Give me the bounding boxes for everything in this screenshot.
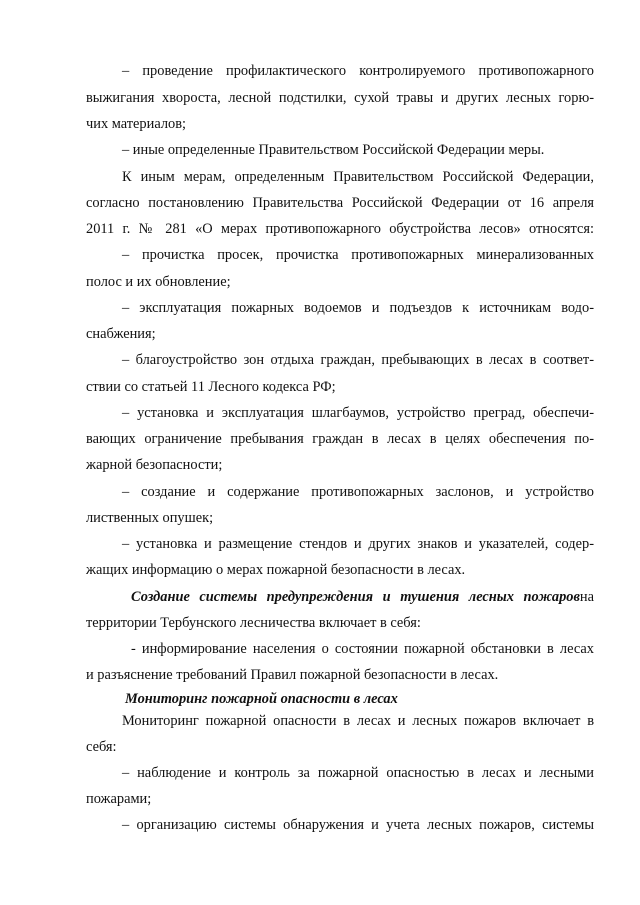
text-line: – благоустройство зон отдыха граждан, пребывающих в лесах в соответ-: [122, 352, 594, 368]
text-line: – установка и эксплуатация шлагбаумов, устройство преград, обеспечи-: [122, 405, 594, 421]
text-line: территории Тербунского лесничества включает в себя:: [86, 615, 421, 631]
text-line: - информирование населения о состоянии пожарной обстановки в лесах: [131, 641, 594, 657]
text-line: – создание и содержание противопожарных заслонов, и устройство: [122, 484, 594, 500]
text-line: и разъяснение требований Правил пожарной безопасности в лесах.: [86, 667, 499, 683]
text-line: снабжения;: [86, 326, 156, 342]
text-line: себя:: [86, 739, 117, 755]
text-line: полос и их обновление;: [86, 274, 231, 290]
text-line: жарной безопасности;: [86, 457, 223, 473]
section-heading-fire-system: Создание системы предупреждения и тушения лесных пожаров: [131, 589, 580, 605]
text-line: – проведение профилактического контролируемого противопожарного: [122, 63, 594, 79]
text-line: 2011 г. № 281 «О мерах противопожарного обустройства лесов» относятся:: [86, 221, 594, 237]
text-line: Мониторинг пожарной опасности в лесах и лесных пожаров включает в: [122, 713, 594, 729]
text-line: ствии со статьей 11 Лесного кодекса РФ;: [86, 379, 336, 395]
text-line: согласно постановлению Правительства Российской Федерации от 16 апреля: [86, 195, 594, 211]
text-line: – наблюдение и контроль за пожарной опасностью в лесах и лесными: [122, 765, 594, 781]
text-line: выжигания хвороста, лесной подстилки, сухой травы и других лесных горю-: [86, 90, 594, 106]
section-heading-line: [125, 687, 594, 711]
text-line: пожарами;: [86, 791, 152, 807]
section-heading-line: [131, 585, 594, 609]
text-line: жащих информацию о мерах пожарной безопасности в лесах.: [86, 562, 466, 578]
section-heading-monitoring: Мониторинг пожарной опасности в лесах: [125, 691, 398, 707]
text-line: чих материалов;: [86, 116, 187, 132]
text-line: лиственных опушек;: [86, 510, 214, 526]
text-line: – эксплуатация пожарных водоемов и подъездов к источникам водо-: [122, 300, 594, 316]
text-line: К иным мерам, определенным Правительством Российской Федерации,: [122, 169, 594, 185]
text-line: – прочистка просек, прочистка противопожарных минерализованных: [122, 247, 594, 263]
text-fragment: на: [579, 589, 594, 605]
text-line: вающих ограничение пребывания граждан в лесах в целях обеспечения по-: [86, 431, 594, 447]
text-line: – иные определенные Правительством Российской Федерации меры.: [122, 142, 545, 158]
text-line: – установка и размещение стендов и других знаков и указателей, содер-: [122, 536, 594, 552]
text-line: – организацию системы обнаружения и учета лесных пожаров, системы: [122, 817, 594, 833]
